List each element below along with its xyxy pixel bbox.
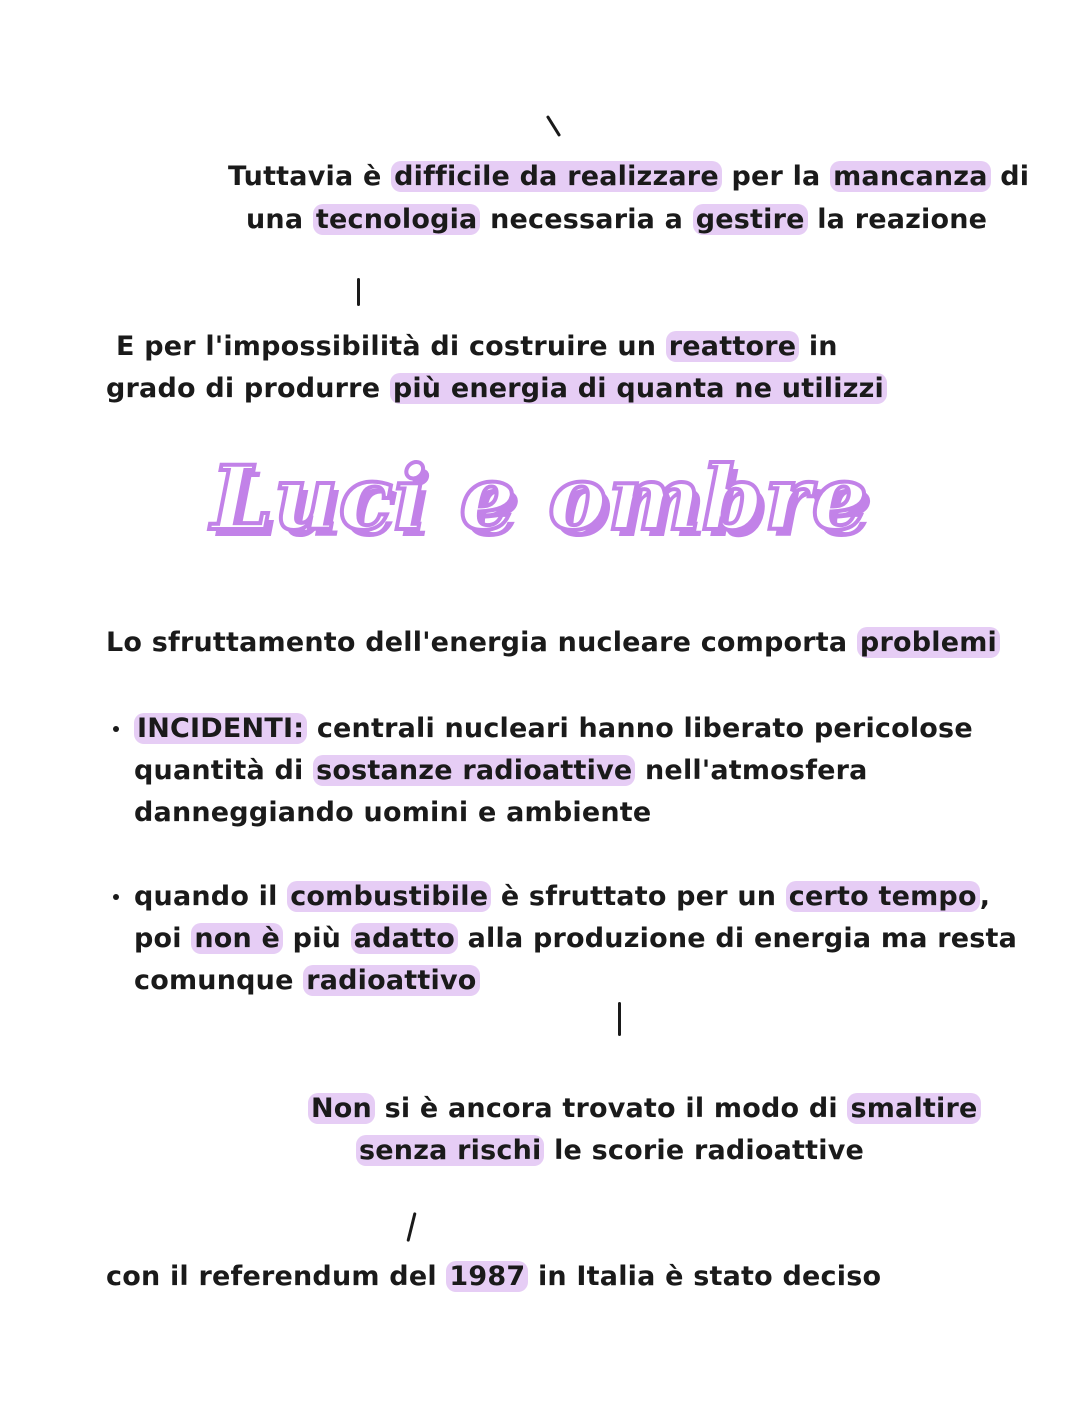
bullet-dot — [113, 726, 119, 732]
text: è sfruttato per un — [491, 881, 786, 912]
highlight: mancanza — [830, 161, 991, 192]
text: una — [246, 204, 313, 235]
text: grado di produrre — [106, 373, 390, 404]
text-line — [134, 876, 990, 918]
text: Tuttavia è — [228, 161, 392, 192]
connector-line-2 — [357, 278, 360, 306]
text-line — [356, 1130, 864, 1172]
highlight: Non — [308, 1093, 375, 1124]
text: danneggiando uomini e ambiente — [134, 797, 652, 828]
text: con il referendum del — [106, 1261, 447, 1292]
highlight: INCIDENTI: — [134, 713, 307, 744]
connector-line-4 — [406, 1212, 416, 1242]
highlight: reattore — [666, 331, 799, 362]
text: la reazione — [807, 204, 988, 235]
text-line — [308, 1088, 981, 1130]
text-line — [106, 368, 887, 410]
highlight: 1987 — [446, 1261, 528, 1292]
text: E per l'impossibilità di costruire un — [116, 331, 666, 362]
bullet-dot — [113, 894, 119, 900]
text-line — [116, 326, 838, 368]
text: si è ancora trovato il modo di — [374, 1093, 848, 1124]
text-line — [134, 792, 651, 834]
highlight: radioattivo — [303, 965, 479, 996]
highlight: adatto — [351, 923, 458, 954]
highlight: sostanze radioattive — [313, 755, 635, 786]
text: per la — [721, 161, 831, 192]
highlight: gestire — [693, 204, 808, 235]
highlight: problemi — [857, 627, 1000, 658]
connector-line-1 — [546, 115, 561, 137]
text-line — [228, 156, 1029, 198]
highlight: difficile da realizzare — [391, 161, 722, 192]
text: necessaria a — [480, 204, 693, 235]
section-title: Luci e ombre — [211, 446, 869, 550]
text-line — [134, 960, 480, 1002]
text: poi — [134, 923, 192, 954]
text: Lo sfruttamento dell'energia nucleare comporta — [106, 627, 857, 658]
text: centrali nucleari hanno liberato pericolose — [307, 713, 973, 744]
text: , — [979, 881, 991, 912]
highlight: tecnologia — [313, 204, 481, 235]
text: più — [283, 923, 351, 954]
text: nell'atmosfera — [635, 755, 868, 786]
text: quantità di — [134, 755, 314, 786]
text-line — [106, 622, 1000, 664]
highlight: combustibile — [287, 881, 491, 912]
highlight: certo tempo — [786, 881, 980, 912]
highlight: senza rischi — [356, 1135, 544, 1166]
text-line — [134, 750, 868, 792]
text-line — [106, 1256, 881, 1298]
text-line — [134, 918, 1017, 960]
text: in Italia è stato deciso — [528, 1261, 882, 1292]
highlight: più energia di quanta ne utilizzi — [390, 373, 887, 404]
text-line — [246, 199, 987, 241]
text: comunque — [134, 965, 304, 996]
text: in — [799, 331, 838, 362]
text: quando il — [134, 881, 288, 912]
text: di — [990, 161, 1030, 192]
connector-line-3 — [618, 1002, 621, 1036]
text-line — [134, 708, 973, 750]
text: le scorie radioattive — [544, 1135, 865, 1166]
text: alla produzione di energia ma resta — [458, 923, 1018, 954]
highlight: non è — [191, 923, 283, 954]
highlight: smaltire — [847, 1093, 980, 1124]
